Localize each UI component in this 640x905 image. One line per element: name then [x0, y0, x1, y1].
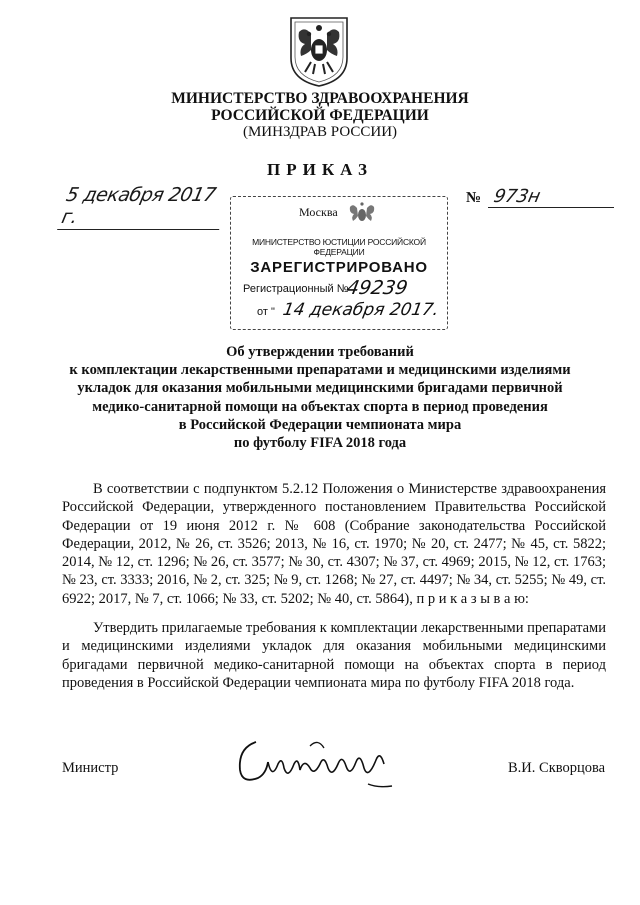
stamp-reg-number-label: Регистрационный №: [243, 283, 349, 295]
order-number-label: №: [466, 190, 482, 206]
order-number-underline: [488, 207, 614, 208]
ministry-short-name: (МИНЗДРАВ РОССИИ): [242, 124, 398, 140]
title-line: укладок для оказания мобильными медицинскими бригадами первичной: [77, 380, 563, 397]
signature-icon: [228, 728, 408, 794]
stamp-registered: ЗАРЕГИСТРИРОВАНО: [250, 259, 428, 276]
title-line: по футболу FIFA 2018 года: [233, 435, 407, 452]
stamp-eagle-icon: [347, 199, 377, 229]
signatory-position: Министр: [62, 760, 119, 776]
stamp-city: Москва: [299, 205, 338, 219]
order-date: 5 декабря 2017 г.: [57, 184, 229, 230]
country-name: РОССИЙСКОЙ ФЕДЕРАЦИИ: [211, 107, 429, 124]
coat-of-arms-icon: [285, 14, 353, 88]
stamp-reg-number: 49239: [345, 277, 410, 299]
ministry-name: МИНИСТЕРСТВО ЗДРАВООХРАНЕНИЯ: [171, 90, 469, 107]
order-title: [40, 343, 600, 452]
document-type: ПРИКАЗ: [267, 160, 373, 179]
order-number: 973н: [491, 186, 543, 207]
preamble-paragraph: В соответствии с подпунктом 5.2.12 Положения о Министерстве здравоохранения Российской Федерации, утвержденного постановлением Правительства Российской Федерации от 19 июня 2012 г. № 608 (Собрание законодательства Российской Федерации, 2012, № 26, ст. 3526; 2013, № 16, ст. 1970; № 20, ст. 2477; № 45, ст. 5822; 2014, № 12, ст. 1296; № 26, ст. 3577; № 30, ст. 4307; № 37, ст. 4969; 2015, № 12, ст. 1763; № 23, ст. 3333; 2016, № 2, ст. 325; № 9, ст. 1268; № 27, ст. 4497; № 34, ст. 5255; № 49, ст. 6922; 2017, № 7, ст. 1066; № 33, ст. 5202; № 40, ст. 5864), п р и к а з ы в а ю:: [62, 481, 606, 607]
stamp-date-label: от ": [257, 306, 275, 318]
stamp-date: 14 декабря 2017.: [281, 300, 441, 320]
title-line: Об утверждении требований: [226, 344, 414, 360]
order-paragraph: Утвердить прилагаемые требования к комплектации лекарственными препаратами и медицинскими изделиями укладок для оказания мобильными медицинскими бригадами первичной медико-санитарной помощи на объектах спорта в период проведения в Российской Федерации чемпионата мира по футболу FIFA 2018 года.: [62, 620, 606, 691]
title-line: в Российской Федерации чемпионата мира: [178, 416, 462, 433]
stamp-ministry: МИНИСТЕРСТВО ЮСТИЦИИ РОССИЙСКОЙ ФЕДЕРАЦИИ: [252, 237, 426, 257]
registration-stamp: [230, 196, 448, 330]
title-line: медико-санитарной помощи на объектах спорта в период проведения: [92, 398, 548, 415]
signatory-name: В.И. Скворцова: [508, 760, 606, 776]
title-line: к комплектации лекарственными препаратами и медицинскими изделиями: [69, 362, 571, 379]
